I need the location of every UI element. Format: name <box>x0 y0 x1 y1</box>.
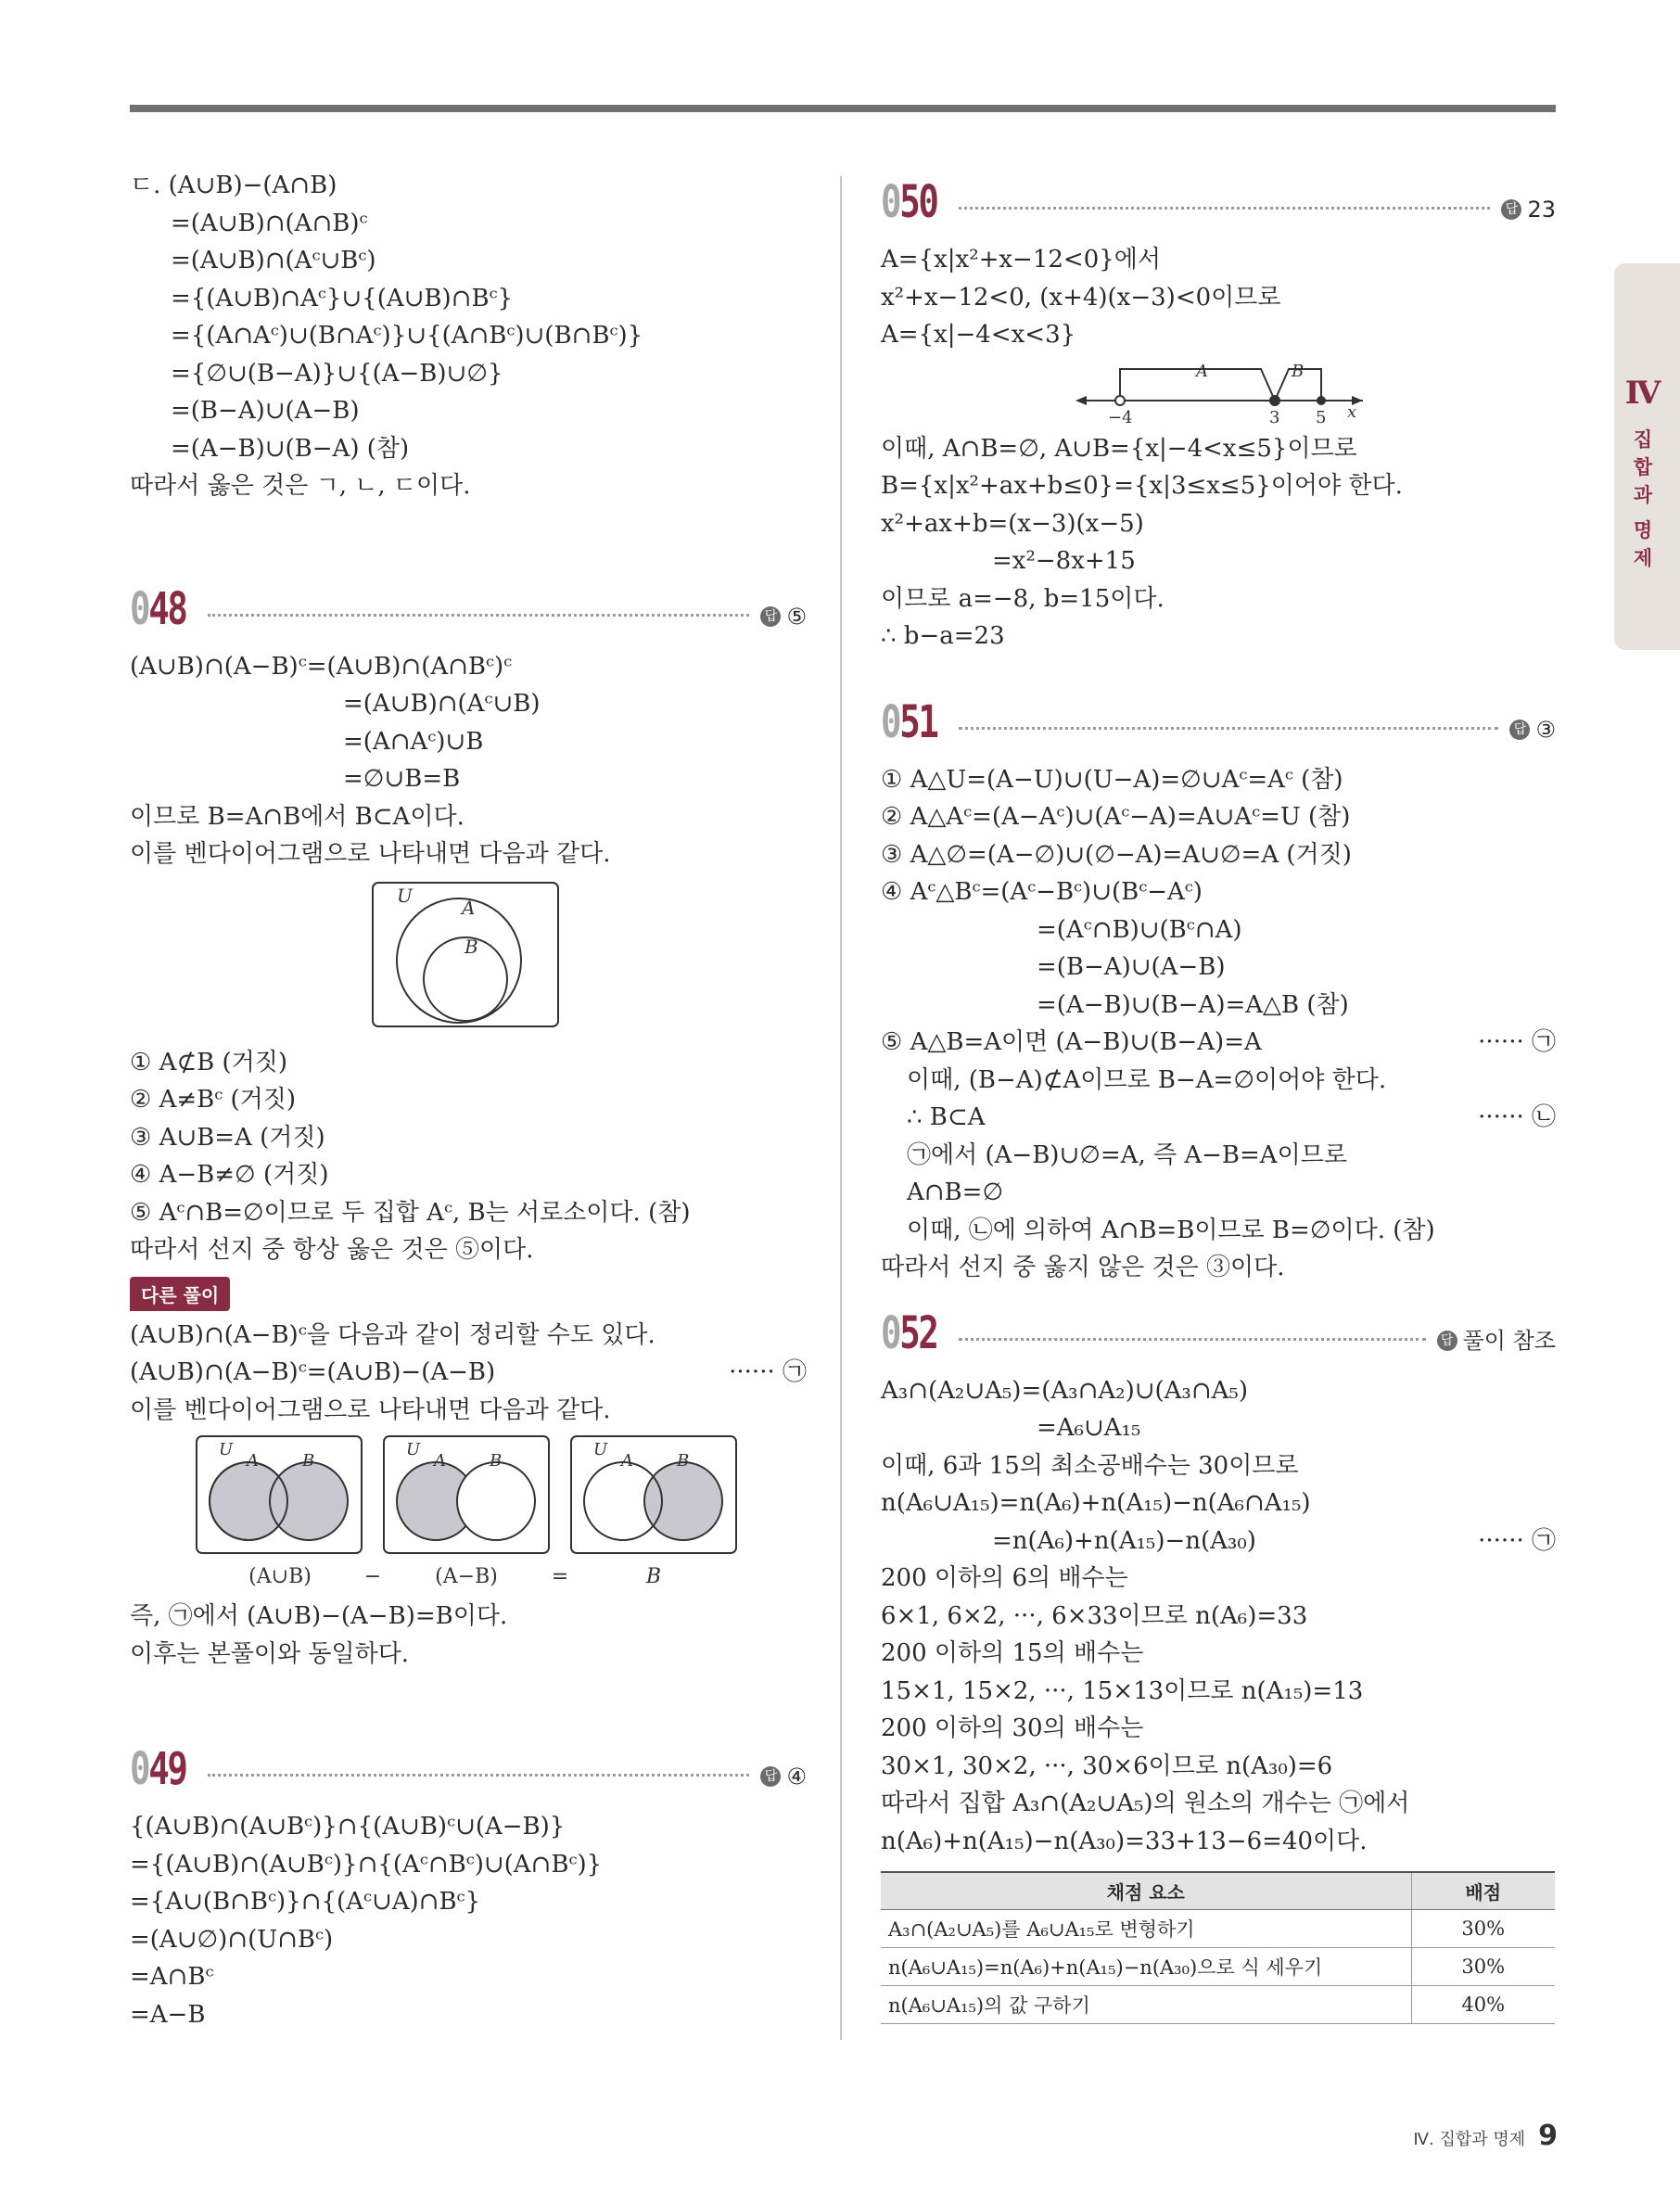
svg-text:A: A <box>621 1451 633 1471</box>
chapter-title-char: 합 <box>1633 456 1653 478</box>
chapter-title-char: 집 <box>1633 428 1653 451</box>
text-line: =(A−B)∪(B−A) (참) <box>171 434 410 463</box>
text-line: =(A∪B)∩(A∩B)ᶜ <box>171 209 368 237</box>
chapter-side-tab[interactable] <box>1614 263 1680 650</box>
problem-049 <box>130 1739 807 2033</box>
venn-diagram-equation <box>130 1433 807 1598</box>
problem-number: 049 <box>130 1743 186 1795</box>
table-cell: n(A₆∪A₁₅)의 값 구하기 <box>881 1985 1411 2023</box>
number-line-diagram <box>881 354 1556 430</box>
set-label-b: B <box>1292 361 1305 381</box>
problem-header <box>881 172 1556 228</box>
problem-052 <box>881 1304 1556 2024</box>
text-line: 따라서 선지 중 옳지 않은 것은 ③이다. <box>881 1254 1285 1281</box>
text-line: 이므로 a=−8, b=15이다. <box>881 584 1165 613</box>
svg-text:B: B <box>677 1451 690 1471</box>
text-line: ={(A∪B)∩(A∪Bᶜ)}∩{(Aᶜ∩Bᶜ)∪(A∩Bᶜ)} <box>130 1850 603 1879</box>
tick-label: 3 <box>1269 407 1280 427</box>
table-row <box>881 1947 1555 1985</box>
text-line: =A∩Bᶜ <box>130 1963 214 1991</box>
choice-line: ② A≠Bᶜ (거짓) <box>130 1086 297 1114</box>
answer-tag: 답 ③ <box>1509 711 1556 748</box>
text-line: 200 이하의 30의 배수는 <box>881 1714 1144 1742</box>
table-row <box>881 1985 1555 2023</box>
venn-operator: = <box>551 1565 569 1588</box>
text-line: A∩B=∅ <box>907 1178 1004 1206</box>
text-line: 이를 벤다이어그램으로 나타내면 다음과 같다. <box>130 1395 611 1424</box>
text-line: 이때, A∩B=∅, A∪B={x|−4<x≤5}이므로 <box>881 434 1357 463</box>
problem-051 <box>881 693 1556 1287</box>
answer-badge: 답 <box>1437 1331 1457 1351</box>
answer-tag: 답 ⑤ <box>760 598 807 635</box>
text-line: 이때, (B−A)⊄A이므로 B−A=∅이어야 한다. <box>907 1065 1387 1094</box>
answer-tag: 답 ④ <box>760 1758 807 1795</box>
text-line: ={∅∪(B−A)}∪{(A−B)∪∅} <box>171 359 503 388</box>
text-line: n(A₆)+n(A₁₅)−n(A₃₀)=33+13−6=40이다. <box>881 1827 1368 1855</box>
text-line: (A∪B)∩(A−B)ᶜ=(A∪B)−(A−B) ······ ㉠ <box>130 1354 807 1392</box>
leader-dots <box>959 1338 1426 1341</box>
venn-operator: − <box>363 1565 382 1588</box>
tick-label: −4 <box>1108 407 1133 427</box>
footer-chapter: Ⅳ. 집합과 명제 <box>1413 2130 1526 2149</box>
leader-dots <box>208 614 749 617</box>
text-line: (A∪B)∩(A−B)ᶜ=(A∪B)∩(A∩Bᶜ)ᶜ <box>130 652 513 681</box>
text-line: =(A−B)∪(B−A)=A△B (참) <box>1037 990 1349 1019</box>
leader-dots <box>208 1774 749 1777</box>
problem-number: 048 <box>130 582 186 635</box>
problem-number: 050 <box>881 176 937 228</box>
text-line: B={x|x²+ax+b≤0}={x|3≤x≤5}이어야 한다. <box>881 472 1403 500</box>
leader-dots <box>959 207 1490 210</box>
table-cell: A₃∩(A₂∪A₅)를 A₆∪A₁₅로 변형하기 <box>881 1909 1411 1947</box>
text-line: 따라서 옳은 것은 ㄱ, ㄴ, ㄷ이다. <box>130 472 471 500</box>
venn-label-a: A <box>462 896 476 919</box>
text-line: 따라서 집합 A₃∩(A₂∪A₅)의 원소의 개수는 ㉠에서 <box>881 1790 1410 1817</box>
equation-mark: ······ ㉠ <box>729 1358 807 1386</box>
choice-line: ⑤ A△B=A이면 (A−B)∪(B−A)=A ······ ㉠ <box>881 1024 1556 1062</box>
text-line: x²+x−12<0, (x+4)(x−3)<0이므로 <box>881 283 1281 312</box>
answer-tag: 답 23 <box>1501 191 1556 228</box>
table-header: 배점 <box>1411 1872 1555 1909</box>
axis-label: x <box>1347 401 1357 422</box>
equation-mark: ······ ㉠ <box>1478 1028 1556 1056</box>
text-line: 이때, 6과 15의 최소공배수는 30이므로 <box>881 1451 1299 1480</box>
venn-caption: (A−B) <box>435 1565 498 1588</box>
text-line: 200 이하의 6의 배수는 <box>881 1564 1128 1592</box>
chapter-title-char: 과 <box>1633 484 1653 506</box>
text-line: 200 이하의 15의 배수는 <box>881 1639 1144 1667</box>
chapter-roman-numeral: Ⅳ <box>1624 375 1661 412</box>
text-line: (A∪B)∩(A−B)ᶜ을 다음과 같이 정리할 수도 있다. <box>130 1320 655 1349</box>
svg-text:A: A <box>247 1451 259 1471</box>
problem-048 <box>130 580 807 1674</box>
chapter-title-vertical <box>1614 426 1672 572</box>
leader-dots <box>959 727 1498 730</box>
equation-mark: ······ ㉡ <box>1478 1103 1556 1131</box>
table-cell: 40% <box>1411 1985 1555 2023</box>
text-line: =∅∪B=B <box>343 765 461 793</box>
text-line: ㄷ. (A∪B)−(A∩B) <box>130 172 337 199</box>
svg-text:U: U <box>406 1440 421 1459</box>
text-line: 이를 벤다이어그램으로 나타내면 다음과 같다. <box>130 840 611 868</box>
text-line: ={(A∩Aᶜ)∪(B∩Aᶜ)}∪{(A∩Bᶜ)∪(B∩Bᶜ)} <box>171 322 643 350</box>
text-line: =(A∪∅)∩(U∩Bᶜ) <box>130 1925 334 1954</box>
alternative-solution-badge: 다른 풀이 <box>130 1277 230 1311</box>
problem-header <box>130 1739 807 1795</box>
problem-number: 051 <box>881 695 937 748</box>
equation-mark: ······ ㉠ <box>1478 1526 1556 1555</box>
text-line: 이후는 본풀이와 동일하다. <box>130 1639 410 1668</box>
answer-badge: 답 <box>1509 720 1530 740</box>
venn-result <box>571 1436 736 1553</box>
text-line: =x²−8x+15 <box>992 547 1136 575</box>
answer-badge: 답 <box>760 1766 781 1787</box>
choice-line: ⑤ Aᶜ∩B=∅이므로 두 집합 Aᶜ, B는 서로소이다. (참) <box>130 1198 691 1227</box>
text-line: 이때, ㉡에 의하여 A∩B=B이므로 B=∅이다. (참) <box>907 1216 1435 1244</box>
choice-line: ④ A−B≠∅ (거짓) <box>130 1161 329 1189</box>
text-line: 30×1, 30×2, ···, 30×6이므로 n(A₃₀)=6 <box>881 1752 1333 1780</box>
text-line: 이므로 B=A∩B에서 B⊂A이다. <box>130 802 465 831</box>
text-line: n(A₆∪A₁₅)=n(A₆)+n(A₁₅)−n(A₆∩A₁₅) <box>881 1489 1311 1517</box>
text-line: A={x|x²+x−12<0}에서 <box>881 246 1162 274</box>
column-divider <box>840 176 842 2040</box>
venn-difference <box>384 1436 549 1553</box>
text-line: 6×1, 6×2, ···, 6×33이므로 n(A₆)=33 <box>881 1601 1308 1630</box>
problem-header <box>881 1304 1556 1359</box>
text-line: 따라서 선지 중 항상 옳은 것은 ⑤이다. <box>130 1236 534 1264</box>
answer-tag: 답 풀이 참조 <box>1437 1322 1556 1359</box>
table-header: 채점 요소 <box>881 1872 1411 1909</box>
choice-line: ① A△U=(A−U)∪(U−A)=∅∪Aᶜ=Aᶜ (참) <box>881 765 1343 794</box>
svg-text:U: U <box>219 1440 234 1459</box>
text-line: =(Aᶜ∩B)∪(Bᶜ∩A) <box>1037 915 1242 944</box>
choice-line: ③ A△∅=(A−∅)∪(∅−A)=A∪∅=A (거짓) <box>881 840 1352 869</box>
venn-caption: B <box>645 1565 662 1588</box>
tick-label: 5 <box>1316 407 1327 427</box>
table-cell: 30% <box>1411 1947 1555 1985</box>
right-column <box>881 172 1556 2024</box>
table-cell: n(A₆∪A₁₅)=n(A₆)+n(A₁₅)−n(A₃₀)으로 식 세우기 <box>881 1947 1411 1985</box>
text-line: =A₆∪A₁₅ <box>1037 1414 1141 1442</box>
problem-047-continuation <box>130 167 807 505</box>
venn-label-b: B <box>465 935 478 958</box>
venn-caption: (A∪B) <box>248 1565 312 1588</box>
chapter-title-char: 명 <box>1633 519 1653 541</box>
answer-badge: 답 <box>1501 199 1521 220</box>
text-line: =n(A₆)+n(A₁₅)−n(A₃₀) ······ ㉠ <box>881 1522 1556 1560</box>
problem-number: 052 <box>881 1306 937 1359</box>
text-line: A={x|−4<x<3} <box>881 321 1076 349</box>
text-line: ㉠에서 (A−B)∪∅=A, 즉 A−B=A이므로 <box>907 1140 1347 1169</box>
text-line: =(A∪B)∩(Aᶜ∪Bᶜ) <box>171 247 376 274</box>
svg-text:B: B <box>490 1451 503 1471</box>
chapter-title-char: 제 <box>1633 547 1653 569</box>
top-rule <box>130 105 1556 112</box>
svg-text:B: B <box>302 1451 315 1471</box>
set-label-a: A <box>1196 361 1208 381</box>
venn-label-u: U <box>397 884 413 907</box>
text-line: A₃∩(A₂∪A₅)=(A₃∩A₂)∪(A₃∩A₅) <box>881 1376 1248 1405</box>
choice-line: ④ Aᶜ△Bᶜ=(Aᶜ−Bᶜ)∪(Bᶜ−Aᶜ) <box>881 878 1203 906</box>
page-number: 9 <box>1538 2120 1558 2152</box>
text-line: 15×1, 15×2, ···, 15×13이므로 n(A₁₅)=13 <box>881 1676 1364 1705</box>
text-line: ∴ B⊂A ······ ㉡ <box>881 1099 1556 1137</box>
text-line: =(A∩Aᶜ)∪B <box>343 727 484 756</box>
problem-header <box>881 693 1556 748</box>
page-footer <box>1413 2120 1558 2152</box>
text-line: x²+ax+b=(x−3)(x−5) <box>881 509 1144 538</box>
choice-line: ③ A∪B=A (거짓) <box>130 1123 325 1152</box>
choice-line: ② A△Aᶜ=(A−Aᶜ)∪(Aᶜ−A)=A∪Aᶜ=U (참) <box>881 803 1351 831</box>
venn-union <box>197 1436 362 1553</box>
text-line: =A−B <box>130 2000 206 2029</box>
table-cell: 30% <box>1411 1909 1555 1947</box>
text-line: =(B−A)∪(A−B) <box>171 397 360 425</box>
problem-header <box>130 580 807 635</box>
text-line: ={A∪(B∩Bᶜ)}∩{(Aᶜ∪A)∩Bᶜ} <box>130 1888 481 1916</box>
svg-text:U: U <box>593 1440 608 1459</box>
text-line: =(A∪B)∩(Aᶜ∪B) <box>343 690 541 718</box>
answer-badge: 답 <box>760 606 781 627</box>
text-line: ={(A∪B)∩Aᶜ}∪{(A∪B)∩Bᶜ} <box>171 284 514 312</box>
svg-text:A: A <box>434 1451 446 1471</box>
text-line: {(A∪B)∩(A∪Bᶜ)}∩{(A∪B)ᶜ∪(A−B)} <box>130 1813 566 1841</box>
choice-line: ① A⊄B (거짓) <box>130 1048 288 1076</box>
table-row <box>881 1909 1555 1947</box>
left-column <box>130 167 807 2033</box>
text-line: =(B−A)∪(A−B) <box>1037 953 1226 981</box>
scoring-table <box>881 1871 1555 2024</box>
text-line: 즉, ㉠에서 (A∪B)−(A−B)=B이다. <box>130 1602 508 1630</box>
text-line: ∴ b−a=23 <box>881 622 1005 650</box>
venn-diagram-subset <box>130 879 807 1037</box>
problem-050 <box>881 172 1556 656</box>
